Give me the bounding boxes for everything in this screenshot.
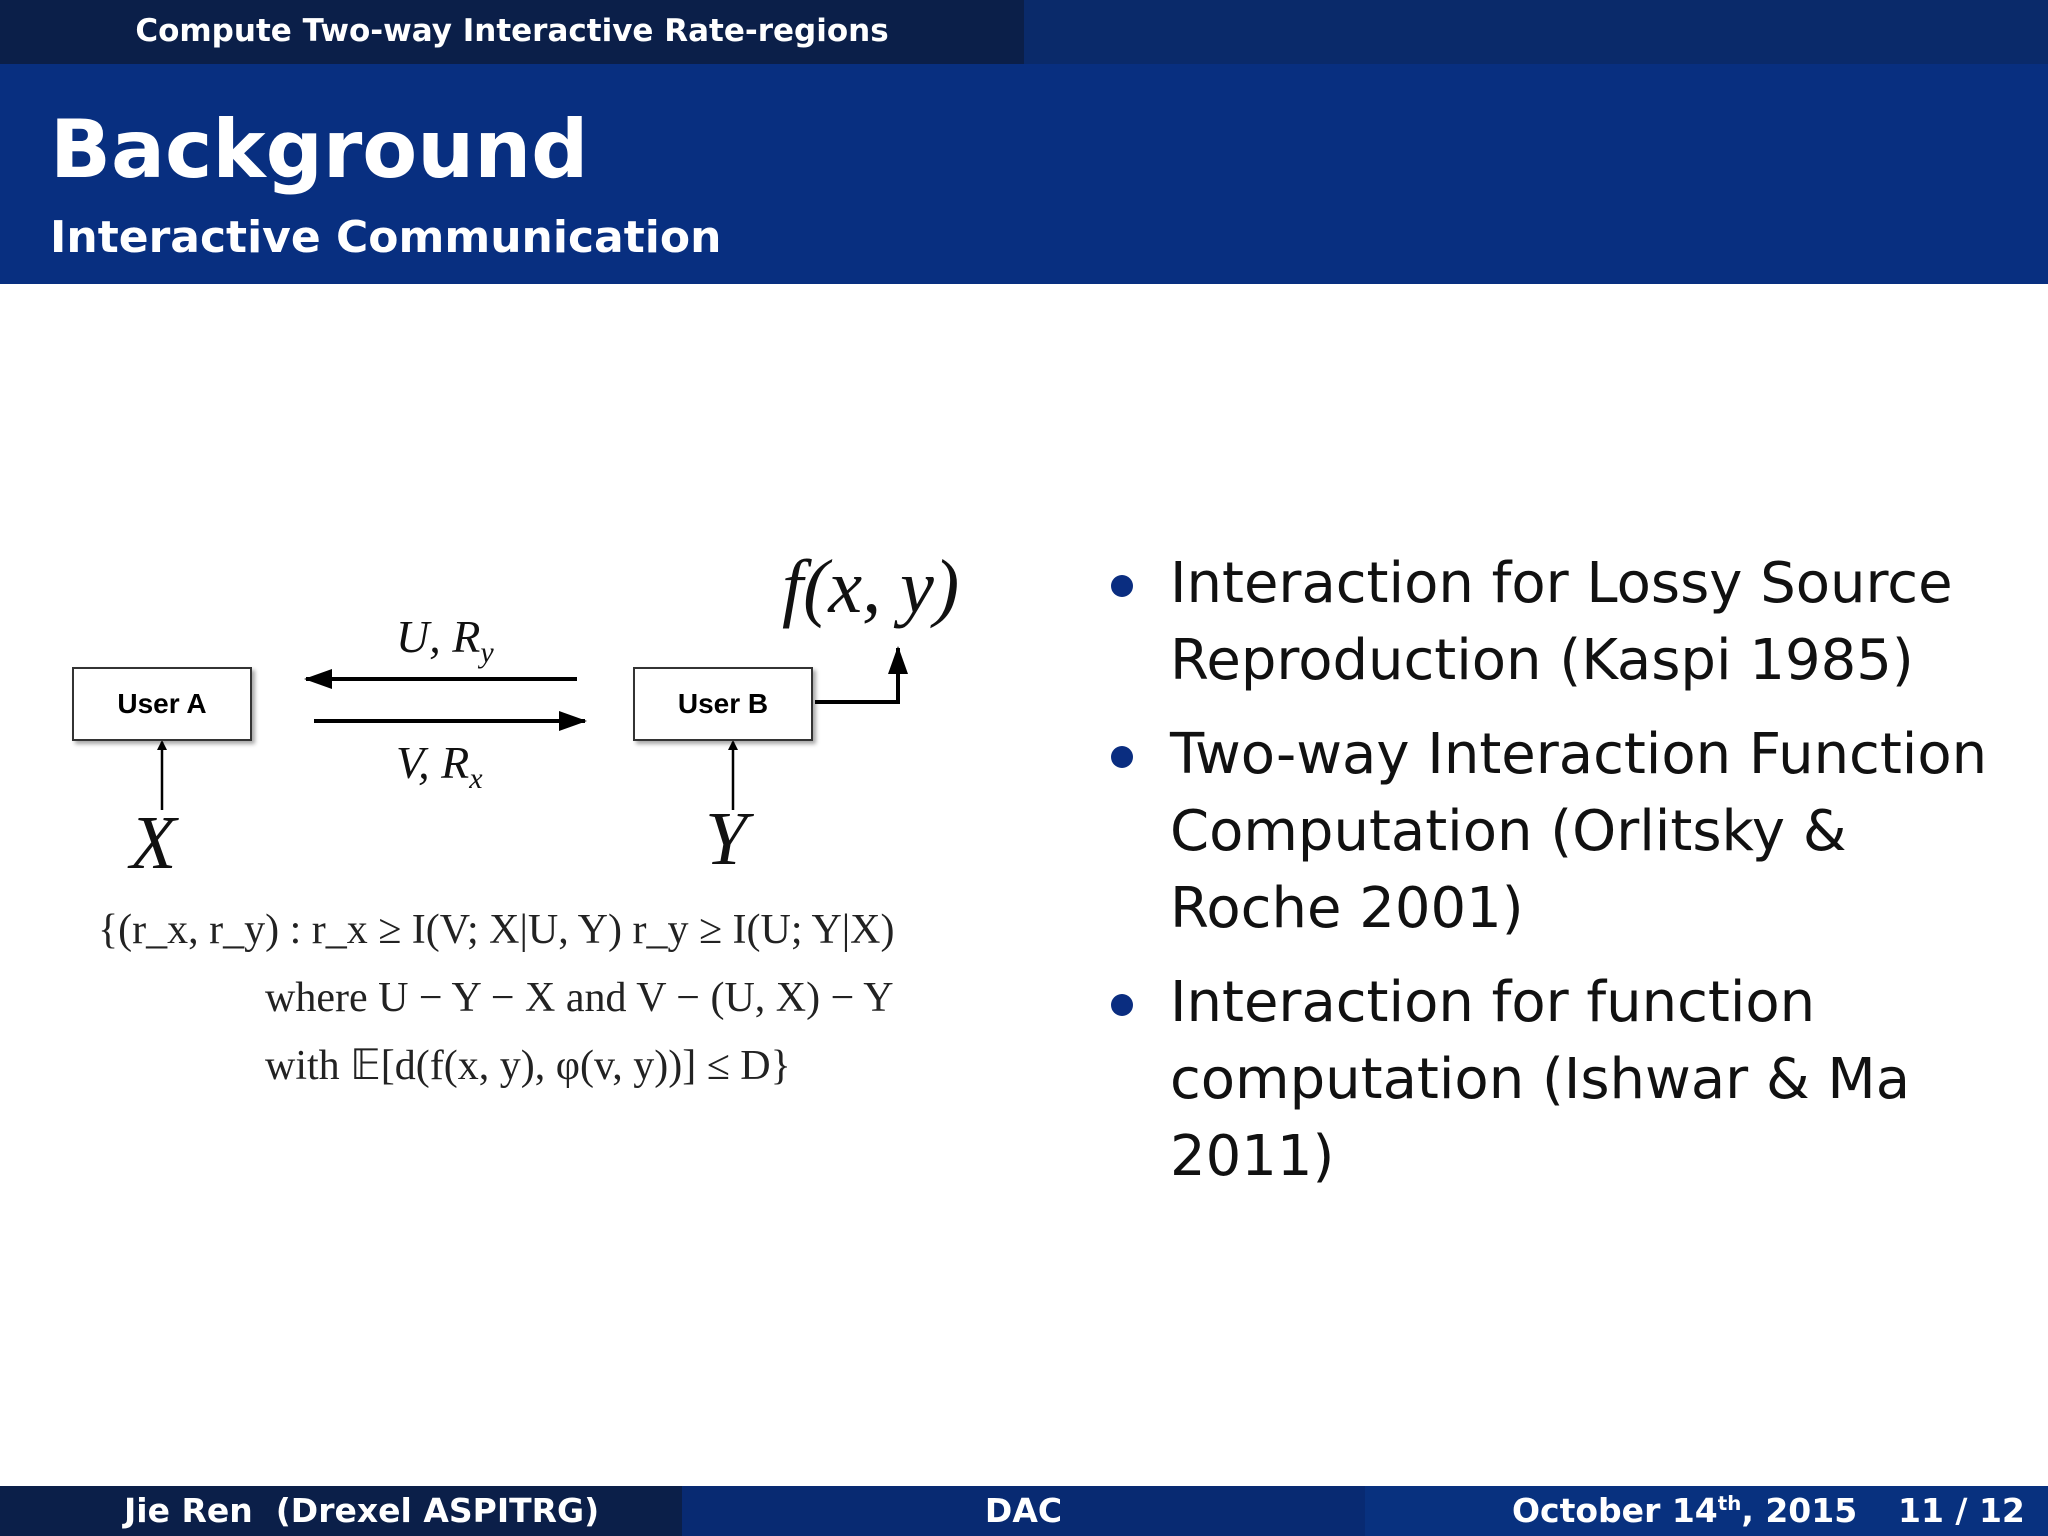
bullet-text: Interaction for Lossy Source Reproduction (Kaspi 1985) xyxy=(1170,551,1953,693)
footer xyxy=(0,1486,2048,1536)
footer-author-text: Jie Ren (Drexel ASPITRG) xyxy=(124,1491,600,1530)
user-b-box: User B xyxy=(633,667,813,741)
bullet-dot-icon xyxy=(1111,575,1133,597)
arrow-top-label: U, $R_y$ xyxy=(396,611,494,670)
footer-page-number: 11 / 12 xyxy=(1898,1491,2025,1530)
footer-date: October 14th, 2015 xyxy=(1512,1491,1858,1530)
bullet-dot-icon xyxy=(1111,994,1133,1016)
frame-title: Background xyxy=(50,103,589,196)
bullet-text: Interaction for function computation (Ishwar & Ma 2011) xyxy=(1170,970,1911,1189)
footer-short-title: DAC xyxy=(682,1486,1365,1536)
bullet-item xyxy=(1105,964,2025,1195)
output-function-label: f(x, y) xyxy=(782,545,960,629)
rate-region-formula-line-2: where U − Y − X and V − (U, X) − Y xyxy=(265,975,894,1021)
footer-date-page xyxy=(1365,1486,2048,1536)
rate-region-formula-line-3: with 𝔼[d(f(x, y), φ(v, y))] ≤ D} xyxy=(265,1043,791,1089)
bullet-list xyxy=(1105,545,2025,1212)
input-y-label: Y xyxy=(705,797,748,881)
section-title: Compute Two-way Interactive Rate-regions xyxy=(135,13,889,49)
frame-subtitle: Interactive Communication xyxy=(50,212,722,263)
user-a-box: User A xyxy=(72,667,252,741)
arrow-b-to-output xyxy=(815,648,898,702)
bullet-item xyxy=(1105,545,2025,699)
bullet-item xyxy=(1105,716,2025,947)
bullet-text: Two-way Interaction Function Computation (Orlitsky & Roche 2001) xyxy=(1170,722,1988,941)
top-bar xyxy=(0,0,2048,64)
footer-author xyxy=(0,1486,682,1536)
arrow-bottom-label: V, $R_x$ xyxy=(396,737,483,796)
bullet-dot-icon xyxy=(1111,746,1133,768)
rate-region-formula-line-1: {(r_x, r_y) : r_x ≥ I(V; X|U, Y) r_y ≥ I(U; Y|X) xyxy=(98,907,895,953)
input-x-label: X xyxy=(130,801,177,885)
